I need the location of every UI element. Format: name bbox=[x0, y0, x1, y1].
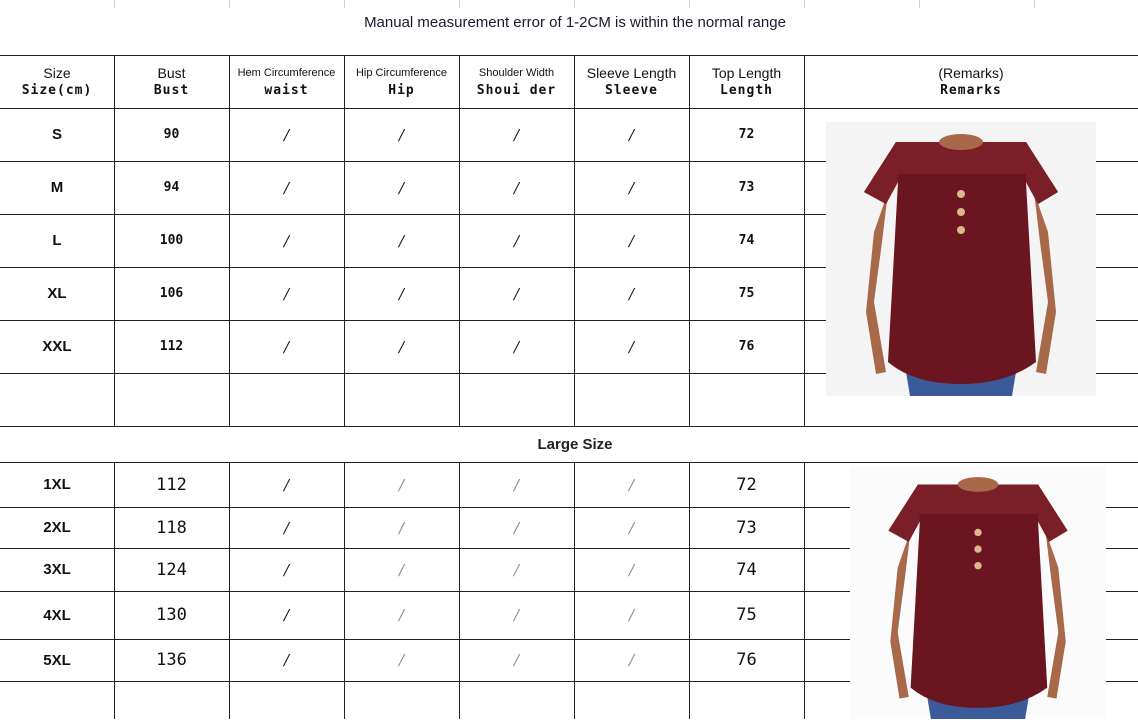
value-cell bbox=[574, 373, 689, 426]
measurement-value: 72 bbox=[736, 474, 757, 495]
lace-top-illustration bbox=[826, 122, 1096, 396]
value-cell bbox=[229, 548, 344, 591]
measurement-value: / bbox=[628, 560, 635, 579]
header-cell bbox=[459, 56, 574, 108]
measurement-value: 118 bbox=[156, 517, 187, 538]
size-label: 5XL bbox=[43, 651, 71, 669]
header-cell bbox=[689, 56, 804, 108]
value-cell bbox=[459, 373, 574, 426]
measurement-value: 94 bbox=[163, 180, 180, 195]
header-sublabel: Remarks bbox=[940, 83, 1002, 98]
measurement-value: / bbox=[628, 651, 635, 669]
value-cell bbox=[689, 548, 804, 591]
value-cell bbox=[574, 462, 689, 507]
measurement-value: / bbox=[513, 125, 520, 144]
measurement-value: / bbox=[398, 125, 405, 144]
value-cell bbox=[459, 320, 574, 373]
value-cell bbox=[344, 548, 459, 591]
size-cell bbox=[0, 462, 114, 507]
left-arm bbox=[890, 531, 910, 699]
measurement-value: / bbox=[398, 231, 405, 250]
value-cell bbox=[344, 681, 459, 719]
value-cell bbox=[574, 161, 689, 214]
value-cell bbox=[689, 591, 804, 639]
value-cell bbox=[114, 161, 229, 214]
value-cell bbox=[229, 639, 344, 681]
value-cell bbox=[459, 462, 574, 507]
lace-sleeve-right bbox=[1038, 484, 1068, 541]
button bbox=[957, 208, 965, 216]
header-label: Bust bbox=[157, 65, 186, 81]
value-cell bbox=[689, 320, 804, 373]
value-cell bbox=[229, 681, 344, 719]
header-cell bbox=[0, 56, 114, 108]
size-label: M bbox=[50, 179, 64, 196]
lace-top-illustration bbox=[850, 466, 1106, 719]
value-cell bbox=[229, 507, 344, 548]
measurement-value: / bbox=[283, 518, 290, 537]
measurement-value: 112 bbox=[156, 474, 187, 495]
measurement-value: / bbox=[628, 231, 635, 250]
sheet-gridline bbox=[229, 0, 230, 8]
value-cell bbox=[229, 108, 344, 161]
measurement-value: 73 bbox=[736, 517, 757, 538]
header-cell bbox=[229, 56, 344, 108]
value-cell bbox=[689, 161, 804, 214]
size-cell bbox=[0, 507, 114, 548]
measurement-value: 100 bbox=[159, 233, 184, 248]
header-label: Top Length bbox=[711, 65, 782, 81]
value-cell bbox=[344, 320, 459, 373]
lace-sleeve-left bbox=[888, 484, 919, 541]
value-cell bbox=[459, 161, 574, 214]
size-label: L bbox=[52, 232, 62, 249]
value-cell bbox=[114, 373, 229, 426]
value-cell bbox=[114, 462, 229, 507]
size-cell bbox=[0, 267, 114, 320]
value-cell bbox=[689, 373, 804, 426]
size-cell bbox=[0, 373, 114, 426]
measurement-value: / bbox=[283, 337, 290, 356]
table-column-rule bbox=[804, 462, 805, 719]
value-cell bbox=[114, 214, 229, 267]
measurement-value: / bbox=[628, 337, 635, 356]
value-cell bbox=[229, 267, 344, 320]
measurement-value: 106 bbox=[159, 286, 184, 301]
value-cell bbox=[689, 462, 804, 507]
measurement-value: / bbox=[513, 560, 520, 579]
product-photo-1 bbox=[826, 122, 1096, 396]
sheet-gridline bbox=[574, 0, 575, 8]
measurement-value: / bbox=[628, 518, 635, 537]
measurement-value: / bbox=[628, 178, 635, 197]
measurement-value: 76 bbox=[736, 650, 757, 670]
measurement-value: / bbox=[398, 651, 405, 669]
value-cell bbox=[459, 507, 574, 548]
value-cell bbox=[574, 267, 689, 320]
header-cell bbox=[574, 56, 689, 108]
sheet-gridline bbox=[919, 0, 920, 8]
value-cell bbox=[689, 681, 804, 719]
measurement-value: / bbox=[398, 475, 405, 494]
measurement-value: / bbox=[283, 178, 290, 197]
value-cell bbox=[459, 548, 574, 591]
value-cell bbox=[689, 639, 804, 681]
neckline bbox=[939, 134, 983, 150]
sheet-gridline bbox=[689, 0, 690, 8]
value-cell bbox=[574, 320, 689, 373]
value-cell bbox=[689, 267, 804, 320]
size-cell bbox=[0, 214, 114, 267]
measurement-value: / bbox=[398, 337, 405, 356]
right-arm bbox=[1034, 192, 1056, 374]
neckline bbox=[958, 477, 999, 492]
header-sublabel: waist bbox=[264, 83, 309, 98]
value-cell bbox=[574, 681, 689, 719]
value-cell bbox=[459, 267, 574, 320]
size-cell bbox=[0, 681, 114, 719]
header-label: Hip Circumference bbox=[355, 67, 448, 79]
button bbox=[957, 190, 965, 198]
value-cell bbox=[344, 214, 459, 267]
button bbox=[974, 562, 981, 569]
measurement-value: 124 bbox=[156, 559, 187, 580]
value-cell bbox=[114, 639, 229, 681]
measurement-value: 75 bbox=[738, 286, 755, 301]
value-cell bbox=[229, 161, 344, 214]
measurement-note: Manual measurement error of 1-2CM is within the normal range bbox=[364, 14, 786, 31]
size-label: 2XL bbox=[43, 519, 71, 536]
measurement-value: / bbox=[513, 475, 520, 494]
value-cell bbox=[344, 161, 459, 214]
header-sublabel: Size(cm) bbox=[21, 83, 93, 98]
measurement-value: / bbox=[513, 337, 520, 356]
measurement-value: 136 bbox=[156, 650, 187, 670]
header-label: Hem Circumference bbox=[237, 67, 336, 79]
value-cell bbox=[229, 214, 344, 267]
measurement-value: / bbox=[283, 651, 290, 669]
size-cell bbox=[0, 591, 114, 639]
lace-sleeve-right bbox=[1026, 142, 1058, 204]
measurement-value: / bbox=[283, 606, 290, 624]
header-label: Shoulder Width bbox=[478, 67, 555, 79]
value-cell bbox=[114, 591, 229, 639]
value-cell bbox=[459, 108, 574, 161]
value-cell bbox=[344, 267, 459, 320]
value-cell bbox=[229, 591, 344, 639]
value-cell bbox=[229, 320, 344, 373]
sheet-gridline bbox=[1034, 0, 1035, 8]
measurement-value: / bbox=[628, 606, 635, 624]
size-cell bbox=[0, 161, 114, 214]
value-cell bbox=[574, 214, 689, 267]
lace-sleeve-left bbox=[864, 142, 898, 204]
right-arm bbox=[1045, 531, 1065, 699]
value-cell bbox=[574, 591, 689, 639]
value-cell bbox=[344, 591, 459, 639]
measurement-value: 90 bbox=[163, 127, 180, 142]
measurement-value: / bbox=[398, 606, 405, 624]
measurement-value: / bbox=[513, 284, 520, 303]
measurement-value: / bbox=[513, 231, 520, 250]
button bbox=[974, 529, 981, 536]
value-cell bbox=[574, 507, 689, 548]
measurement-value: 74 bbox=[738, 233, 755, 248]
measurement-value: / bbox=[398, 178, 405, 197]
value-cell bbox=[344, 507, 459, 548]
header-cell bbox=[804, 56, 1138, 108]
measurement-value: / bbox=[513, 651, 520, 669]
size-label: 1XL bbox=[43, 476, 71, 493]
size-label: XXL bbox=[42, 338, 72, 355]
header-cell bbox=[114, 56, 229, 108]
value-cell bbox=[574, 108, 689, 161]
measurement-value: 72 bbox=[738, 127, 755, 142]
table-rule bbox=[0, 426, 1138, 427]
sheet-gridline bbox=[114, 0, 115, 8]
value-cell bbox=[689, 214, 804, 267]
measurement-value: 74 bbox=[736, 559, 757, 580]
header-sublabel: Length bbox=[720, 83, 773, 98]
measurement-value: / bbox=[628, 284, 635, 303]
header-label: (Remarks) bbox=[938, 65, 1004, 81]
measurement-value: / bbox=[513, 518, 520, 537]
value-cell bbox=[574, 548, 689, 591]
measurement-value: / bbox=[283, 231, 290, 250]
size-cell bbox=[0, 548, 114, 591]
measurement-value: 73 bbox=[738, 180, 755, 195]
value-cell bbox=[114, 548, 229, 591]
header-label: Size bbox=[43, 65, 71, 81]
value-cell bbox=[344, 373, 459, 426]
product-photo-2 bbox=[850, 466, 1106, 719]
header-cell bbox=[344, 56, 459, 108]
measurement-value: 112 bbox=[159, 339, 184, 354]
header-sublabel: Sleeve bbox=[605, 83, 658, 98]
value-cell bbox=[229, 373, 344, 426]
measurement-value: / bbox=[513, 178, 520, 197]
value-cell bbox=[689, 507, 804, 548]
measurement-value: / bbox=[283, 125, 290, 144]
measurement-value: / bbox=[398, 518, 405, 537]
value-cell bbox=[344, 462, 459, 507]
button bbox=[974, 545, 981, 552]
value-cell bbox=[344, 108, 459, 161]
size-label: 4XL bbox=[43, 606, 71, 624]
size-cell bbox=[0, 320, 114, 373]
size-cell bbox=[0, 108, 114, 161]
value-cell bbox=[114, 320, 229, 373]
value-cell bbox=[459, 681, 574, 719]
sheet-gridline bbox=[459, 0, 460, 8]
size-cell bbox=[0, 639, 114, 681]
measurement-value: / bbox=[398, 284, 405, 303]
value-cell bbox=[114, 267, 229, 320]
value-cell bbox=[459, 639, 574, 681]
measurement-value: / bbox=[628, 475, 635, 494]
header-sublabel: Hip bbox=[388, 83, 415, 98]
header-label: Sleeve Length bbox=[586, 65, 677, 81]
measurement-value: / bbox=[513, 606, 520, 624]
table-column-rule bbox=[804, 55, 805, 426]
value-cell bbox=[459, 214, 574, 267]
measurement-value: / bbox=[398, 560, 405, 579]
value-cell bbox=[574, 639, 689, 681]
measurement-value: / bbox=[283, 475, 290, 494]
measurement-value: / bbox=[283, 560, 290, 579]
large-size-title: Large Size bbox=[537, 436, 613, 453]
value-cell bbox=[114, 108, 229, 161]
measurement-value: / bbox=[628, 125, 635, 144]
measurement-value: 75 bbox=[736, 605, 757, 625]
size-label: 3XL bbox=[43, 561, 71, 578]
header-sublabel: Bust bbox=[153, 83, 190, 98]
value-cell bbox=[114, 681, 229, 719]
value-cell bbox=[229, 462, 344, 507]
value-cell bbox=[459, 591, 574, 639]
measurement-value: 130 bbox=[156, 605, 187, 625]
value-cell bbox=[114, 507, 229, 548]
size-label: S bbox=[51, 126, 62, 143]
measurement-value: 76 bbox=[738, 339, 755, 354]
sheet-gridline bbox=[344, 0, 345, 8]
sheet-gridline bbox=[804, 0, 805, 8]
size-label: XL bbox=[47, 285, 67, 302]
value-cell bbox=[689, 108, 804, 161]
value-cell bbox=[344, 639, 459, 681]
measurement-value: / bbox=[283, 284, 290, 303]
button bbox=[957, 226, 965, 234]
left-arm bbox=[866, 192, 888, 374]
header-sublabel: Shoui der bbox=[476, 83, 557, 98]
